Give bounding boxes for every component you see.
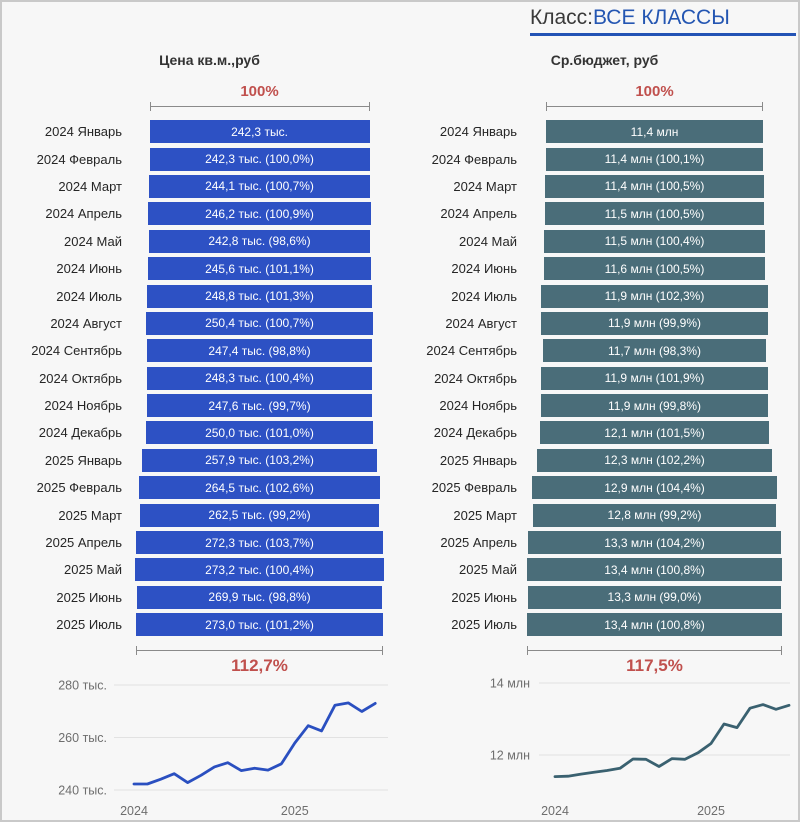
month-label: 2024 Октябрь (39, 370, 122, 386)
table-row (22, 474, 397, 501)
table-row (417, 474, 792, 501)
value-bar[interactable]: 272,3 тыс. (103,7%) (136, 531, 383, 554)
x-axis-label: 2025 (280, 804, 309, 818)
table-row (417, 501, 792, 528)
table-row (417, 310, 792, 337)
month-label: 2024 Август (445, 315, 517, 331)
value-bar[interactable]: 13,4 млн (100,8%) (527, 558, 782, 581)
table-row (22, 337, 397, 364)
table-row (417, 392, 792, 419)
price-column (22, 42, 397, 820)
month-label: 2024 Июль (56, 288, 122, 304)
table-row (417, 365, 792, 392)
table-row (417, 255, 792, 282)
value-bar[interactable]: 246,2 тыс. (100,9%) (148, 202, 372, 225)
value-bar[interactable]: 248,8 тыс. (101,3%) (147, 285, 373, 308)
month-label: 2025 Июнь (451, 589, 517, 605)
value-bar[interactable]: 273,0 тыс. (101,2%) (136, 613, 384, 636)
month-label: 2024 Январь (439, 124, 517, 140)
budget-column-title: Ср.бюджет, руб (550, 52, 659, 68)
month-label: 2025 Май (459, 562, 517, 578)
table-row (22, 501, 397, 528)
y-axis-label: 12 млн (489, 748, 530, 763)
table-row (22, 255, 397, 282)
value-bar[interactable]: 244,1 тыс. (100,7%) (149, 175, 371, 198)
table-row (417, 228, 792, 255)
month-label: 2024 Июнь (451, 261, 517, 277)
month-label: 2024 Август (50, 315, 122, 331)
budget-column (417, 42, 792, 820)
value-bar[interactable]: 13,4 млн (100,8%) (527, 613, 782, 636)
month-label: 2025 Январь (439, 452, 517, 468)
value-bar[interactable]: 273,2 тыс. (100,4%) (135, 558, 383, 581)
month-label: 2025 Апрель (45, 535, 122, 551)
month-label: 2024 Сентябрь (426, 343, 517, 359)
value-bar[interactable]: 11,9 млн (101,9%) (541, 367, 768, 390)
value-bar[interactable]: 11,9 млн (102,3%) (541, 285, 767, 308)
month-label: 2024 Ноябрь (439, 398, 517, 414)
month-label: 2024 Июнь (56, 261, 122, 277)
value-bar[interactable]: 247,6 тыс. (99,7%) (147, 394, 372, 417)
table-row (22, 584, 397, 611)
value-bar[interactable]: 11,5 млн (100,5%) (545, 202, 764, 225)
budget-baseline-bracket (546, 102, 763, 111)
table-row (22, 310, 397, 337)
month-label: 2025 Июнь (56, 589, 122, 605)
y-axis-label: 14 млн (489, 676, 530, 691)
class-filter-label: Класс: (530, 6, 593, 29)
month-label: 2024 Апрель (45, 206, 122, 222)
value-bar[interactable]: 11,5 млн (100,4%) (544, 230, 764, 253)
x-axis-label: 2024 (541, 804, 569, 818)
bar-rows (417, 118, 792, 638)
value-bar[interactable]: 262,5 тыс. (99,2%) (140, 504, 378, 527)
price-trend-chart[interactable] (22, 670, 397, 818)
month-label: 2024 Апрель (440, 206, 517, 222)
value-bar[interactable]: 247,4 тыс. (98,8%) (147, 339, 372, 362)
table-row (417, 200, 792, 227)
table-row (22, 365, 397, 392)
table-row (417, 337, 792, 364)
month-label: 2025 Май (64, 562, 122, 578)
value-bar[interactable]: 11,4 млн (100,5%) (545, 175, 763, 198)
value-bar[interactable]: 264,5 тыс. (102,6%) (139, 476, 379, 499)
table-row (22, 173, 397, 200)
month-label: 2024 Июль (451, 288, 517, 304)
value-bar[interactable]: 11,7 млн (98,3%) (543, 339, 765, 362)
value-bar[interactable]: 12,9 млн (104,4%) (532, 476, 777, 499)
table-row (22, 282, 397, 309)
month-label: 2025 Март (453, 507, 517, 523)
month-label: 2024 Ноябрь (44, 398, 122, 414)
table-row (417, 584, 792, 611)
y-axis-label: 240 тыс. (58, 783, 107, 798)
value-bar[interactable]: 245,6 тыс. (101,1%) (148, 257, 371, 280)
value-bar[interactable]: 11,4 млн (100,1%) (546, 148, 763, 171)
value-bar[interactable]: 13,3 млн (99,0%) (528, 586, 781, 609)
budget-total-bracket (527, 646, 782, 655)
table-row (417, 529, 792, 556)
table-row (417, 556, 792, 583)
price-total-bracket (136, 646, 384, 655)
x-axis-label: 2025 (697, 804, 725, 818)
month-label: 2025 Апрель (440, 535, 517, 551)
value-bar[interactable]: 12,8 млн (99,2%) (533, 504, 776, 527)
month-label: 2024 Декабрь (433, 425, 517, 441)
value-bar[interactable]: 242,3 тыс. (150, 120, 370, 143)
month-label: 2024 Май (64, 233, 122, 249)
price-baseline-percent: 100% (240, 83, 279, 100)
price-baseline-bracket (150, 102, 370, 111)
month-label: 2024 Октябрь (434, 370, 517, 386)
y-axis-label: 280 тыс. (58, 678, 107, 693)
table-row (417, 419, 792, 446)
month-label: 2024 Март (453, 178, 517, 194)
month-label: 2024 Сентябрь (31, 343, 122, 359)
value-bar[interactable]: 250,4 тыс. (100,7%) (146, 312, 373, 335)
table-row (22, 118, 397, 145)
class-filter-value[interactable]: ВСЕ КЛАССЫ (593, 6, 730, 29)
value-bar[interactable]: 11,6 млн (100,5%) (544, 257, 765, 280)
table-row (22, 447, 397, 474)
value-bar[interactable]: 11,9 млн (99,9%) (541, 312, 767, 335)
month-label: 2024 Февраль (431, 151, 517, 167)
table-row (417, 447, 792, 474)
month-label: 2025 Февраль (431, 480, 517, 496)
month-label: 2025 Июль (451, 617, 517, 633)
budget-total-percent: 117,5% (626, 656, 683, 675)
value-bar[interactable]: 12,3 млн (102,2%) (537, 449, 772, 472)
table-row (22, 611, 397, 638)
value-bar[interactable]: 12,1 млн (101,5%) (540, 421, 770, 444)
value-bar[interactable]: 13,3 млн (104,2%) (528, 531, 781, 554)
trend-line (134, 703, 375, 784)
table-row (417, 145, 792, 172)
month-label: 2024 Январь (44, 124, 122, 140)
budget-baseline-percent: 100% (635, 83, 674, 100)
table-row (22, 529, 397, 556)
table-row (417, 118, 792, 145)
table-row (22, 145, 397, 172)
month-label: 2024 Декабрь (38, 425, 122, 441)
month-label: 2025 Февраль (36, 480, 122, 496)
value-bar[interactable]: 242,3 тыс. (100,0%) (150, 148, 370, 171)
value-bar[interactable]: 248,3 тыс. (100,4%) (147, 367, 372, 390)
trend-line (555, 705, 789, 777)
month-label: 2025 Январь (44, 452, 122, 468)
table-row (22, 556, 397, 583)
y-axis-label: 260 тыс. (58, 731, 107, 745)
class-filter[interactable] (530, 6, 796, 36)
value-bar[interactable]: 250,0 тыс. (101,0%) (146, 421, 373, 444)
value-bar[interactable]: 11,4 млн (546, 120, 763, 143)
price-total-percent: 112,7% (231, 656, 288, 675)
table-row (417, 611, 792, 638)
table-row (22, 419, 397, 446)
table-row (417, 282, 792, 309)
table-row (22, 228, 397, 255)
table-row (417, 173, 792, 200)
budget-trend-chart[interactable] (417, 670, 792, 818)
month-label: 2024 Май (459, 233, 517, 249)
value-bar[interactable]: 11,9 млн (99,8%) (541, 394, 767, 417)
month-label: 2025 Март (58, 507, 122, 523)
table-row (22, 200, 397, 227)
table-row (22, 392, 397, 419)
month-label: 2024 Февраль (36, 151, 122, 167)
x-axis-label: 2024 (120, 804, 148, 818)
month-label: 2024 Март (58, 178, 122, 194)
month-label: 2025 Июль (56, 617, 122, 633)
value-bar[interactable]: 269,9 тыс. (98,8%) (137, 586, 382, 609)
value-bar[interactable]: 257,9 тыс. (103,2%) (142, 449, 376, 472)
bar-rows (22, 118, 397, 638)
price-column-title: Цена кв.м.,руб (159, 52, 260, 68)
value-bar[interactable]: 242,8 тыс. (98,6%) (149, 230, 370, 253)
